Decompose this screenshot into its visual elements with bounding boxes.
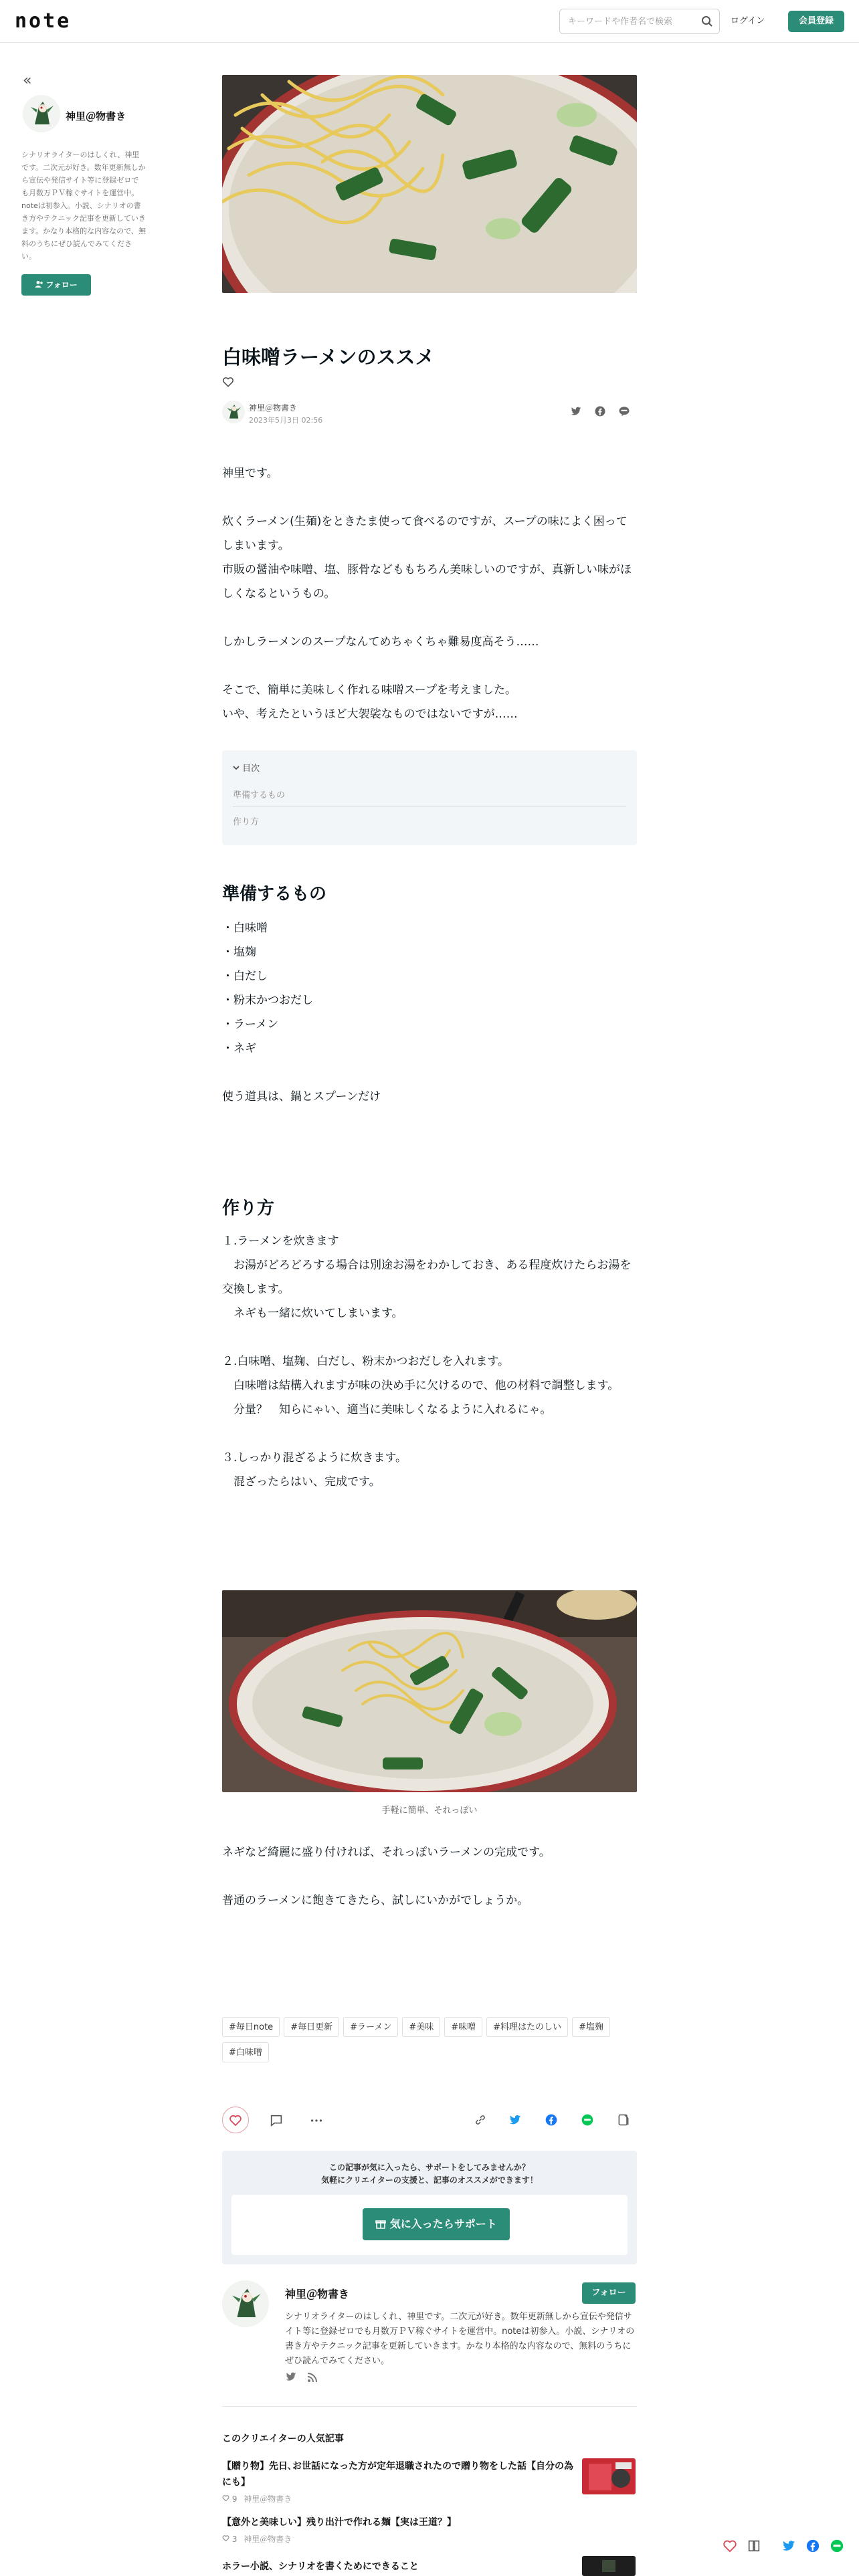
step-line: 混ざったらはい、完成です。 — [222, 1475, 381, 1489]
like-count: 9 — [231, 2494, 237, 2504]
toc-item[interactable]: 準備するもの — [233, 790, 286, 800]
article-intro — [222, 461, 637, 726]
signup-button[interactable]: 会員登録 — [788, 11, 844, 32]
twitter-icon[interactable] — [285, 2373, 300, 2385]
like-count: 3 — [231, 2535, 237, 2544]
link-icon[interactable] — [474, 2113, 487, 2129]
avatar[interactable] — [23, 95, 60, 132]
creator-follow-button[interactable]: フォロー — [582, 2282, 636, 2304]
list-item: ・白だし — [222, 970, 268, 983]
support-button-label: 気に入ったらサポート — [389, 2218, 497, 2230]
floating-facebook-icon[interactable] — [805, 2539, 820, 2556]
tools-note: 使う道具は、鍋とスプーンだけ — [222, 1090, 381, 1103]
creator-avatar[interactable] — [222, 2280, 269, 2327]
hashtag[interactable]: #美味 — [402, 2017, 440, 2037]
intro-line: そこで、簡単に美味しく作れる味噌スープを考えました。 — [222, 683, 516, 697]
intro-line: 炊くラーメン(生麺)をときたま使って食べるのですが、スープの味によく困ってしまいます。 — [222, 515, 628, 552]
popular-author[interactable]: 神里＠物書き — [244, 2494, 292, 2504]
step-line: 白味噌は結構入れますが味の決め手に欠けるので、他の材料で調整します。 — [222, 1379, 619, 1392]
search-input[interactable] — [560, 9, 694, 33]
list-item: ・ラーメン — [222, 1018, 279, 1031]
gift-icon — [375, 2218, 390, 2230]
facebook-icon[interactable] — [545, 2113, 558, 2129]
article-outro — [222, 1840, 637, 1913]
search-box[interactable] — [559, 9, 720, 34]
popular-author[interactable]: 神里＠物書き — [244, 2535, 292, 2544]
heart-icon — [222, 2494, 232, 2504]
hero-image — [222, 75, 637, 293]
follow-user-icon — [35, 280, 45, 290]
publish-date: 2023年5月3日 02:56 — [249, 416, 323, 425]
list-item: ・ネギ — [222, 1042, 256, 1055]
author-name[interactable]: 神里＠物書き — [249, 403, 298, 413]
popular-article-meta — [222, 2533, 292, 2545]
hatena-icon[interactable] — [617, 2113, 630, 2129]
sidebar-follow-label: フォロー — [45, 280, 78, 290]
support-box — [222, 2151, 637, 2264]
step-line: １.ラーメンを炊きます — [222, 1235, 339, 1248]
hashtag[interactable]: #料理はたのしい — [486, 2017, 568, 2037]
sidebar-bio: シナリオライターのはしくれ、神里です。二次元が好き。数年更新無しから宣伝や発信サイト等に登録ゼロでも月数万ＰＶ稼ぐサイトを運営中。noteは初参入。小説、シナリオの書き方やテクニック記事を更新していきます。かなり本格的な内容なので、無料のうちにぜひ読んでみてください。 — [21, 150, 146, 261]
popular-article-meta — [222, 2493, 292, 2504]
collapse-sidebar-icon[interactable]: « — [23, 72, 32, 89]
rss-icon[interactable] — [307, 2373, 318, 2385]
action-bar — [222, 2107, 637, 2133]
heart-icon[interactable] — [222, 376, 234, 391]
support-text: この記事が気に入ったら、サポートをしてみませんか？ — [328, 2163, 530, 2172]
ramen-photo[interactable] — [222, 1590, 637, 1792]
popular-article-thumbnail[interactable] — [582, 2458, 636, 2494]
toc-item[interactable]: 作り方 — [233, 817, 260, 827]
more-icon[interactable] — [309, 2113, 324, 2131]
chevron-down-icon — [233, 764, 242, 774]
sidebar-author-name[interactable]: 神里＠物書き — [66, 110, 126, 122]
site-header — [0, 0, 859, 43]
list-item: ・粉末かつおだし — [222, 994, 313, 1007]
toc-label: 目次 — [242, 764, 260, 774]
twitter-icon[interactable] — [570, 405, 582, 420]
list-item: ・白味噌 — [222, 922, 268, 935]
tag-list — [222, 2017, 637, 2068]
hashtag[interactable]: #味噌 — [444, 2017, 482, 2037]
hashtag[interactable]: #白味噌 — [222, 2042, 269, 2062]
step-line: 分量？ 知らにゃい、適当に美味しくなるように入れるにゃ。 — [222, 1403, 552, 1416]
comment-icon[interactable] — [269, 2113, 284, 2131]
section-heading: 準備するもの — [222, 884, 327, 904]
table-of-contents — [222, 750, 637, 845]
search-icon[interactable] — [700, 15, 714, 31]
floating-like-heart-icon[interactable] — [723, 2539, 737, 2556]
floating-twitter-icon[interactable] — [781, 2539, 796, 2556]
line-icon[interactable] — [581, 2113, 594, 2129]
popular-heading: このクリエイターの人気記事 — [222, 2434, 344, 2444]
author-avatar[interactable] — [222, 401, 245, 423]
twitter-icon[interactable] — [508, 2113, 522, 2129]
step-line: ３.しっかり混ざるように炊きます。 — [222, 1451, 407, 1465]
popular-article-title[interactable]: 【贈り物】先日､お世話になった方が定年退職されたので贈り物をした話【自分の為にも】 — [222, 2461, 573, 2488]
facebook-icon[interactable] — [594, 405, 606, 420]
popular-article-title[interactable]: ホラー小説、シナリオを書くためにできること — [222, 2561, 419, 2572]
hashtag[interactable]: #毎日note — [222, 2017, 280, 2037]
divider — [222, 2406, 637, 2407]
step-line: ２.白味噌、塩麹、白だし、粉末かつおだしを入れます。 — [222, 1355, 510, 1368]
section-heading: 作り方 — [222, 1198, 275, 1218]
hashtag[interactable]: #ラーメン — [343, 2017, 398, 2037]
toc-toggle[interactable] — [233, 761, 260, 774]
intro-line: しかしラーメンのスープなんてめちゃくちゃ難易度高そう…… — [222, 635, 539, 649]
support-subtext: 気軽にクリエイターの支援と、記事のオススメができます！ — [321, 2175, 538, 2185]
floating-magazine-icon[interactable] — [747, 2539, 761, 2556]
support-card — [231, 2195, 628, 2255]
support-button[interactable] — [363, 2208, 510, 2240]
image-caption: 手軽に簡単、それっぽい — [381, 1806, 478, 1816]
intro-line: いや、考えたというほど大袈裟なものではないですが…… — [222, 708, 518, 721]
note-logo[interactable]: note — [15, 9, 72, 33]
creator-social-links — [285, 2371, 318, 2385]
floating-line-icon[interactable] — [830, 2539, 844, 2556]
hashtag[interactable]: #毎日更新 — [284, 2017, 339, 2037]
ingredient-list — [222, 916, 637, 1109]
heart-icon — [222, 2535, 232, 2544]
popular-article-title[interactable]: 【意外と美味しい】残り出汁で作れる麺【実は王道？】 — [222, 2517, 456, 2528]
outro-line: ネギなど綺麗に盛り付ければ、それっぽいラーメンの完成です。 — [222, 1846, 551, 1859]
outro-line: 普通のラーメンに飽きてきたら、試しにいかがでしょうか。 — [222, 1894, 529, 1907]
article-title: 白味噌ラーメンのススメ — [222, 346, 435, 368]
creator-bio: シナリオライターのはしくれ、神里です。二次元が好き。数年更新無しから宣伝や発信サイト等に登録ゼロでも月数万ＰＶ稼ぐサイトを運営中。noteは初参入。小説、シナリオの書き方やテクニック記事を更新していきます。かなり本格的な内容なので、無料のうちにぜひ読んでみてください。 — [285, 2312, 635, 2366]
intro-line: 神里です。 — [222, 467, 278, 480]
popular-article-thumbnail[interactable] — [582, 2556, 636, 2576]
recipe-steps — [222, 1229, 637, 1494]
intro-line: 市販の醤油や味噌、塩、豚骨などももちろん美味しいのですが、真新しい味がほしくなるというもの。 — [222, 563, 632, 601]
line-icon[interactable] — [618, 405, 630, 420]
list-item: ・塩麹 — [222, 946, 256, 959]
login-link[interactable]: ログイン — [731, 16, 765, 26]
step-line: お湯がどろどろする場合は別途お湯をわかしておき、ある程度炊けたらお湯を交換します。 — [222, 1259, 632, 1296]
step-line: ネギも一緒に炊いてしまいます。 — [222, 1307, 403, 1320]
sidebar-follow-button[interactable] — [21, 274, 91, 296]
hashtag[interactable]: #塩麹 — [572, 2017, 610, 2037]
creator-name[interactable]: 神里＠物書き — [285, 2288, 350, 2300]
like-button[interactable] — [222, 2107, 249, 2133]
